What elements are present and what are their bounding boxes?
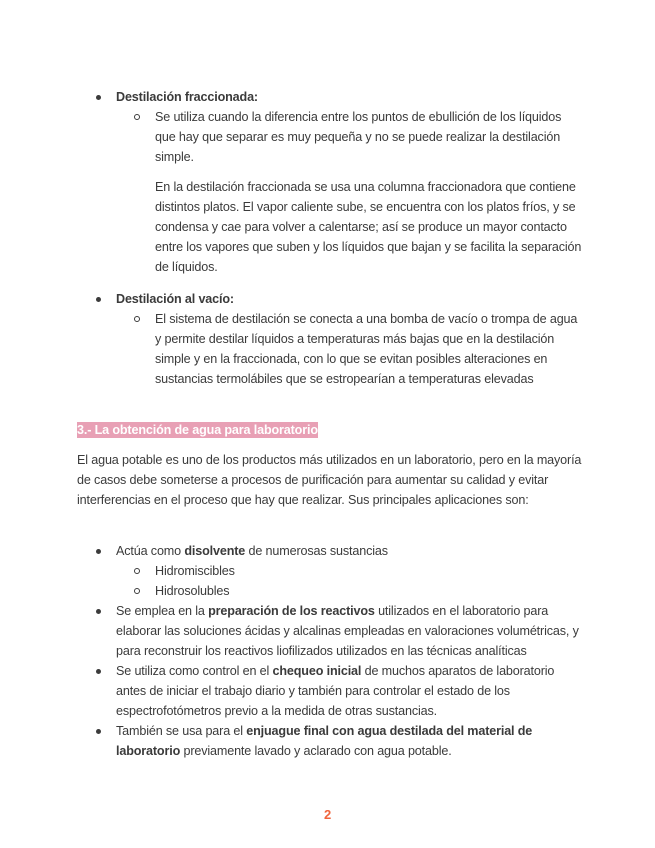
hollow-bullet-icon — [134, 316, 140, 322]
list-item — [0, 661, 655, 721]
hollow-bullet-icon — [134, 588, 140, 594]
item-text-post: utilizados en el laboratorio para elaborar las soluciones ácidas y alcalinas empleadas en valoraciones volumétricas, y para reconstruir los reactivos liofilizados utilizados en las técnicas analíticas — [116, 604, 579, 658]
sub-list-item — [0, 581, 655, 601]
hollow-bullet-icon — [134, 114, 140, 120]
bullet-icon — [96, 729, 101, 734]
sub-list-item — [0, 309, 655, 389]
bullet-icon — [96, 297, 101, 302]
intro-paragraph: El agua potable es uno de los productos más utilizados en un laboratorio, pero en la mayoría de casos debe someterse a procesos de purificación para aumentar su calidad y evitar interferencias en el proceso que hay que realizar. Sus principales aplicaciones son: — [77, 453, 582, 507]
hollow-bullet-icon — [134, 568, 140, 574]
bullet-icon — [96, 609, 101, 614]
section-heading — [0, 420, 318, 440]
list-item — [0, 87, 655, 107]
item-text-post: de muchos aparatos de laboratorio antes de iniciar el trabajo diario y también para controlar el estado de los espectrofotómetros previo a la medida de otras sustancias. — [116, 664, 555, 718]
sub-list-item-text: Hidrosolubles — [155, 584, 230, 598]
item-text-post: de numerosas sustancias — [245, 544, 388, 558]
item-text-post: previamente lavado y aclarado con agua potable. — [180, 744, 452, 758]
sub-list-item — [0, 561, 655, 581]
item-text-bold: chequeo inicial — [272, 664, 362, 678]
list-item — [0, 289, 655, 309]
list-item — [0, 541, 655, 561]
list-item-title: Destilación fraccionada: — [116, 90, 258, 104]
list-item-title: Destilación al vacío: — [116, 292, 234, 306]
sub-list-item-text: Hidromiscibles — [155, 564, 235, 578]
list-item — [0, 601, 655, 661]
sub-list-item — [0, 107, 655, 167]
item-text-pre: También se usa para el — [116, 724, 247, 738]
sub-list-item-text: El sistema de destilación se conecta a una bomba de vacío o trompa de agua y permite destilar líquidos a temperaturas más bajas que en la destilación simple y en la fraccionada, con lo que se evitan posibles alteraciones en sustancias termolábiles que se estropearían a temperaturas elevadas — [155, 312, 578, 386]
paragraph: En la destilación fraccionada se usa una columna fraccionadora que contiene distintos platos. El vapor caliente sube, se encuentra con los platos fríos, y se condensa y cae para volver a calentarse; así se produce un mayor contacto entre los vapores que suben y los líquidos que bajan y se facilita la separación de líquidos. — [155, 180, 582, 274]
bullet-icon — [96, 669, 101, 674]
applications-list — [0, 541, 655, 761]
item-text-bold: enjuague final con agua destilada del material de laboratorio — [116, 724, 533, 758]
bullet-icon — [96, 549, 101, 554]
item-text-pre: Actúa como — [116, 544, 185, 558]
list-item — [0, 721, 655, 761]
sub-list-item-text: Se utiliza cuando la diferencia entre los puntos de ebullición de los líquidos que hay que separar es muy pequeña y no se puede realizar la destilación simple. — [155, 110, 562, 164]
page-number: 2 — [323, 807, 332, 822]
bullet-icon — [96, 95, 101, 100]
section-vacio — [0, 289, 655, 389]
item-text-bold: disolvente — [184, 544, 246, 558]
heading-text: 3.- La obtención de agua para laboratorio — [77, 423, 318, 437]
item-text-pre: Se emplea en la — [116, 604, 209, 618]
item-text-bold: preparación de los reactivos — [208, 604, 375, 618]
item-text-pre: Se utiliza como control en el — [116, 664, 273, 678]
section-fraccionada — [0, 87, 655, 277]
